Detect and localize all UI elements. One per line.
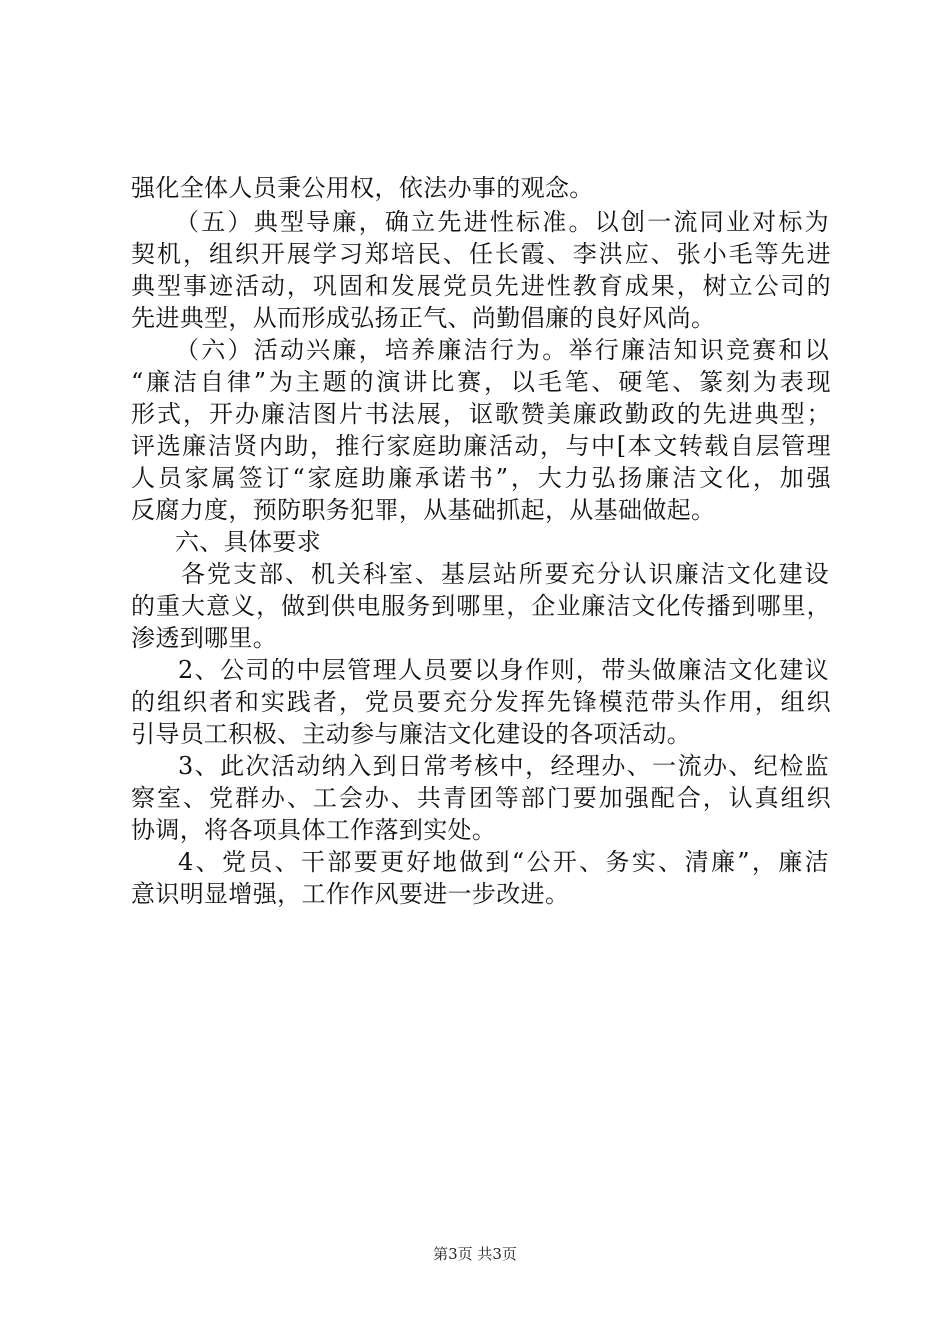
paragraph-line: 引导员工积极、主动参与廉洁文化建设的各项活动。 bbox=[131, 720, 692, 748]
paragraph-line: 的组织者和实践者，党员要充分发挥先锋模范带头作用，组织 bbox=[131, 688, 831, 716]
paragraph-line: “廉洁自律”为主题的演讲比赛，以毛笔、硬笔、篆刻为表现 bbox=[131, 368, 831, 396]
paragraph-line: 强化全体人员秉公用权，依法办事的观念。 bbox=[131, 174, 594, 202]
paragraph-line: 评选廉洁贤内助，推行家庭助廉活动，与中[本文转载自层管理 bbox=[131, 432, 831, 460]
paragraph-line: 典型事迹活动，巩固和发展党员先进性教育成果，树立公司的 bbox=[131, 272, 831, 300]
section-heading: 六、具体要求 bbox=[175, 528, 322, 556]
paragraph-line: 先进典型，从而形成弘扬正气、尚勤倡廉的良好风尚。 bbox=[131, 304, 716, 332]
paragraph-line: （六）活动兴廉，培养廉洁行为。举行廉洁知识竞赛和以 bbox=[175, 336, 829, 364]
paragraph-line: 察室、党群办、工会办、共青团等部门要加强配合，认真组织 bbox=[131, 784, 831, 812]
paragraph-line: 渗透到哪里。 bbox=[131, 624, 278, 652]
paragraph-line: （五）典型导廉，确立先进性标准。以创一流同业对标为 bbox=[175, 208, 829, 236]
paragraph-line: 契机，组织开展学习郑培民、任长霞、李洪应、张小毛等先进 bbox=[131, 240, 831, 268]
paragraph-line: 的重大意义，做到供电服务到哪里，企业廉洁文化传播到哪里， bbox=[131, 592, 831, 620]
paragraph-line: 3、此次活动纳入到日常考核中，经理办、一流办、纪检监 bbox=[178, 752, 829, 780]
paragraph-line: 反腐力度，预防职务犯罪，从基础抓起，从基础做起。 bbox=[131, 496, 716, 524]
paragraph-line: 各党支部、机关科室、基层站所要充分认识廉洁文化建设 bbox=[181, 560, 829, 588]
paragraph-line: 2、公司的中层管理人员要以身作则，带头做廉洁文化建议 bbox=[178, 656, 829, 684]
paragraph-line: 意识明显增强，工作作风要进一步改进。 bbox=[131, 880, 570, 908]
paragraph-line: 形式，开办廉洁图片书法展，讴歌赞美廉政勤政的先进典型； bbox=[131, 400, 831, 428]
page-number-footer: 第3页 共3页 bbox=[433, 1245, 517, 1263]
paragraph-line: 4、党员、干部要更好地做到“公开、务实、清廉”，廉洁 bbox=[178, 848, 829, 876]
paragraph-line: 人员家属签订“家庭助廉承诺书”，大力弘扬廉洁文化，加强 bbox=[131, 464, 831, 492]
paragraph-line: 协调，将各项具体工作落到实处。 bbox=[131, 816, 497, 844]
